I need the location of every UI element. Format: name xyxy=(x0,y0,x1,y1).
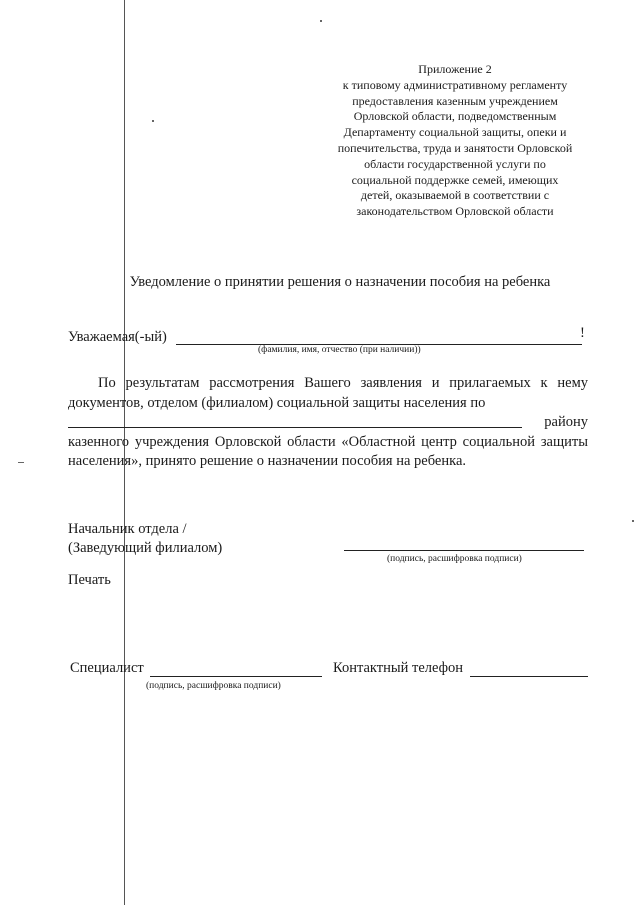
appendix-line: детей, оказываемой в соответствии с xyxy=(360,188,550,203)
appendix-line: законодательством Орловской области xyxy=(356,204,554,219)
salutation-line xyxy=(68,325,588,346)
appendix-line: предоставления казенным учреждением xyxy=(352,93,558,108)
phone-label: Контактный телефон xyxy=(333,660,464,676)
phone-field[interactable] xyxy=(470,676,588,677)
appendix-line: Приложение 2 xyxy=(418,62,492,76)
notice-body xyxy=(68,374,588,472)
salutation-text: Уважаемая(-ый) xyxy=(68,329,167,345)
name-hint: (фамилия, имя, отчество (при наличии)) xyxy=(258,345,421,355)
phone-line xyxy=(333,660,463,677)
appendix-header xyxy=(300,62,610,220)
scan-speck xyxy=(632,520,634,522)
body-paragraph-end: казенного учреждения Орловской области «Областной центр социальной защиты населения», принято решение о назначении пособия на ребенка. xyxy=(68,433,588,469)
head-signature-block xyxy=(68,520,222,558)
appendix-line: Орловской области, подведомственным xyxy=(353,109,557,124)
appendix-line: социальной поддержке семей, имеющих xyxy=(351,172,559,187)
specialist-signature-hint: (подпись, расшифровка подписи) xyxy=(146,681,281,691)
head-signature-hint: (подпись, расшифровка подписи) xyxy=(387,554,522,564)
scan-speck xyxy=(152,120,154,122)
scan-speck xyxy=(18,462,24,463)
appendix-line: к типовому административному регламенту xyxy=(342,77,568,92)
appendix-line: попечительства, труда и занятости Орловской xyxy=(337,140,573,155)
body-paragraph-start: По результатам рассмотрения Вашего заявления и прилагаемых к нему документов, отделом (филиалом) социальной защиты населения по xyxy=(68,375,588,411)
stamp-label: Печать xyxy=(68,572,111,588)
appendix-line: области государственной услуги по xyxy=(364,156,546,171)
specialist-label: Специалист xyxy=(70,660,144,676)
district-name-field[interactable] xyxy=(68,427,522,428)
district-word: району xyxy=(544,414,588,430)
position-title-alt: (Заведующий филиалом) xyxy=(68,540,223,556)
district-row xyxy=(68,413,588,433)
salutation-exclamation: ! xyxy=(580,325,585,341)
position-title: Начальник отдела / xyxy=(68,521,187,537)
specialist-signature-field[interactable] xyxy=(150,676,322,677)
appendix-line: Департаменту социальной защиты, опеки и xyxy=(343,125,567,140)
head-signature-field[interactable] xyxy=(344,550,584,551)
notice-title: Уведомление о принятии решения о назначении пособия на ребенка xyxy=(129,274,551,290)
specialist-line xyxy=(70,660,144,677)
scan-speck xyxy=(320,20,322,22)
